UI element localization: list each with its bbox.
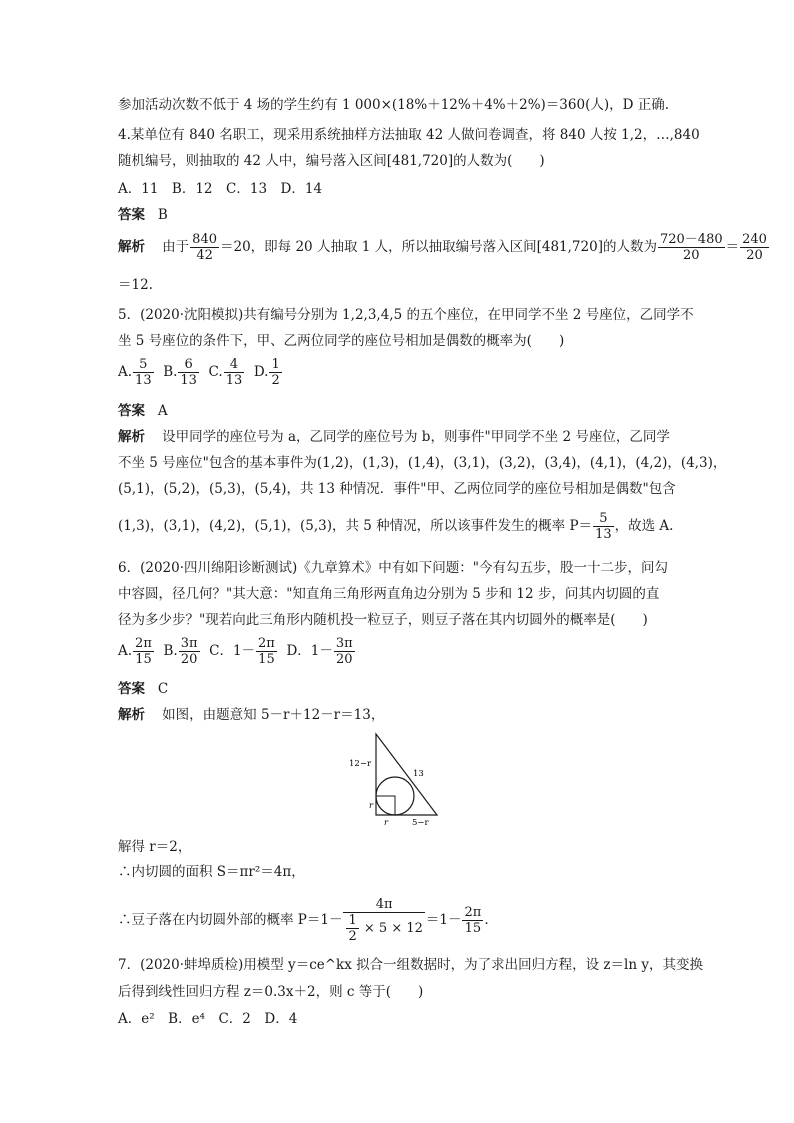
option-b-fraction — [179, 636, 200, 667]
denominator-product: × 5 × 12 — [363, 921, 423, 936]
option-c-label: C. — [208, 364, 223, 380]
q5-stem-line-1: 5．(2020·沈阳模拟)共有编号分别为 1,2,3,4,5 的五个座位，在甲同学不坐 2 号座位，乙同学不 — [118, 307, 694, 323]
q5-analysis-line-1 — [118, 428, 670, 446]
analysis-label: 解析 — [118, 429, 145, 445]
equals-sign: ＝ — [725, 239, 740, 255]
frac-numerator: 3π — [180, 636, 198, 651]
frac-denominator: 15 — [135, 652, 152, 667]
frac-numerator: 4 — [224, 357, 245, 373]
frac-denominator: 13 — [135, 373, 152, 388]
half-fraction — [346, 913, 358, 944]
frac-denominator: 13 — [225, 373, 243, 388]
analysis-text: ，故选 A. — [614, 518, 674, 534]
frac-denominator: 42 — [196, 248, 213, 263]
frac-numerator: 720－480 — [659, 232, 723, 247]
option-c-fraction — [256, 636, 277, 667]
frac-numerator: 240 — [742, 232, 767, 247]
q6-stem-line-3: 径为多少步？"现若向此三角形内随机投一粒豆子，则豆子落在其内切圆外的概率是( ) — [118, 612, 648, 628]
text-line-1: 参加活动次数不低于 4 场的学生约有 1 000×(18%＋12%＋4%＋2%)＝360(人)，D 正确. — [118, 97, 670, 113]
frac-numerator: 3π — [335, 636, 353, 651]
triangle-incircle-figure — [345, 728, 450, 828]
q5-analysis-line-3: (5,1)，(5,2)，(5,3)，(5,4)，共 13 种情况．事件"甲、乙两位同学的座位号相加是偶数"包含 — [118, 481, 676, 497]
option-a-fraction — [133, 357, 154, 388]
result-fraction — [462, 905, 483, 936]
analysis-text-mid: ＝20，即每 20 人抽取 1 人，所以抽取编号落入区间[481,720]的人数为 — [220, 239, 657, 255]
q6-solution-line-1: 解得 r＝2， — [118, 839, 192, 855]
q6-stem-line-1: 6．(2020·四川绵阳诊断测试)《九章算术》中有如下问题："今有勾五步，股一十二步，问勾 — [118, 560, 668, 576]
label-hypotenuse: 13 — [413, 769, 424, 779]
q4-answer — [118, 206, 168, 224]
frac-numerator: 2π — [135, 636, 152, 651]
frac-denominator: 15 — [464, 921, 482, 936]
q6-answer — [118, 680, 168, 698]
option-b-label: B. — [163, 643, 178, 659]
answer-value: B — [157, 207, 168, 223]
option-c-label: C．1－ — [209, 643, 256, 659]
fraction-range — [658, 232, 725, 263]
q6-solution-line-2: ∴内切圆的面积 S＝πr²＝4π， — [118, 864, 305, 880]
option-c-fraction — [224, 357, 245, 388]
q7-stem-line-2: 后得到线性回归方程 z＝0.3x＋2，则 c 等于( ) — [118, 984, 424, 1000]
fraction-840-42 — [190, 232, 219, 263]
probability-fraction — [593, 511, 614, 542]
analysis-text: 设甲同学的座位号为 a，乙同学的座位号为 b，则事件"甲同学不坐 2 号座位，乙同学 — [162, 429, 670, 445]
right-triangle — [376, 734, 437, 815]
option-b-label: B. — [163, 364, 178, 380]
option-a-fraction — [133, 636, 154, 667]
q5-options — [118, 357, 283, 388]
option-b-fraction — [178, 357, 199, 388]
frac-denominator: 15 — [258, 652, 275, 667]
frac-denominator: 20 — [746, 248, 763, 263]
frac-numerator: 2π — [464, 905, 482, 920]
q5-analysis-line-4 — [118, 511, 673, 542]
answer-label: 答案 — [118, 207, 145, 223]
frac-numerator: 5 — [593, 511, 614, 527]
frac-numerator: 2π — [258, 636, 275, 651]
label-radius-bottom: r — [384, 818, 389, 828]
q6-analysis-line-1 — [118, 706, 384, 724]
frac-numerator: 4π — [343, 897, 424, 913]
q4-options: A．11 B．12 C．13 D．14 — [118, 181, 323, 197]
frac-numerator: 1 — [348, 913, 357, 928]
frac-denominator: 13 — [180, 373, 197, 388]
q4-stem-line-1: 4.某单位有 840 名职工，现采用系统抽样方法抽取 42 人做问卷调查，将 840 人按 1,2，…,840 — [118, 127, 700, 143]
frac-numerator: 5 — [133, 357, 154, 373]
frac-numerator: 6 — [178, 357, 199, 373]
analysis-text: (1,3)，(3,1)，(4,2)，(5,1)，(5,3)，共 5 种情况，所以该事件发生的概率 P＝ — [118, 518, 593, 534]
frac-denominator: 20 — [683, 248, 700, 263]
frac-denominator: 2 — [271, 373, 280, 388]
q7-stem-line-1: 7．(2020·蚌埠质检)用模型 y＝ce^kx 拟合一组数据时，为了求出回归方程，设 z＝ln y，其变换 — [118, 957, 703, 973]
label-left-side: 12−r — [349, 759, 372, 769]
frac-denominator: 20 — [180, 652, 198, 667]
frac-denominator — [343, 913, 424, 944]
answer-label: 答案 — [118, 681, 145, 697]
frac-numerator: 840 — [192, 232, 217, 247]
solution-text: . — [484, 912, 489, 928]
solution-text: ∴豆子落在内切圆外部的概率 P＝1－ — [118, 912, 343, 928]
solution-text: ＝1－ — [425, 912, 462, 928]
answer-label: 答案 — [118, 403, 145, 419]
q5-answer — [118, 402, 168, 420]
q4-analysis — [118, 232, 770, 263]
q4-stem-line-2: 随机编号，则抽取的 42 人中，编号落入区间[481,720]的人数为( ) — [118, 153, 545, 169]
q5-stem-line-2: 坐 5 号座位的条件下，甲、乙两位同学的座位号相加是偶数的概率为( ) — [118, 333, 565, 349]
frac-denominator: 20 — [336, 652, 353, 667]
frac-denominator: 13 — [595, 527, 612, 542]
q6-options — [118, 636, 356, 667]
option-d-label: D．1－ — [286, 643, 333, 659]
frac-numerator: 1 — [271, 357, 280, 372]
option-d-fraction — [334, 636, 355, 667]
answer-value: A — [157, 403, 168, 419]
analysis-text-pre: 由于 — [162, 239, 190, 255]
analysis-text: 如图，由题意知 5－r＋12－r＝13， — [162, 707, 385, 723]
q4-analysis-end: ＝12. — [118, 277, 153, 293]
label-radius-side: r — [369, 801, 374, 811]
option-a-label: A. — [118, 364, 133, 380]
q5-analysis-line-2: 不坐 5 号座位"包含的基本事件为(1,2)，(1,3)，(1,4)，(3,1)，(3,2)，(3,4)，(4,1)，(4,2)，(4,3)， — [118, 455, 727, 471]
frac-denominator: 2 — [348, 929, 357, 944]
fraction-240-20 — [740, 232, 769, 263]
q7-options: A．e² B．e⁴ C．2 D．4 — [118, 1011, 298, 1027]
option-d-fraction — [269, 357, 281, 388]
analysis-label: 解析 — [118, 239, 145, 255]
q6-stem-line-2: 中容圆，径几何？"其大意："知直角三角形两直角边分别为 5 步和 12 步，问其内切圆的直 — [118, 586, 660, 602]
q6-solution-line-3 — [118, 897, 489, 944]
label-bottom-side: 5−r — [412, 818, 429, 828]
option-a-label: A. — [118, 643, 133, 659]
option-d-label: D. — [253, 364, 269, 380]
analysis-label: 解析 — [118, 707, 145, 723]
answer-value: C — [157, 681, 169, 697]
probability-complex-fraction — [343, 897, 424, 944]
